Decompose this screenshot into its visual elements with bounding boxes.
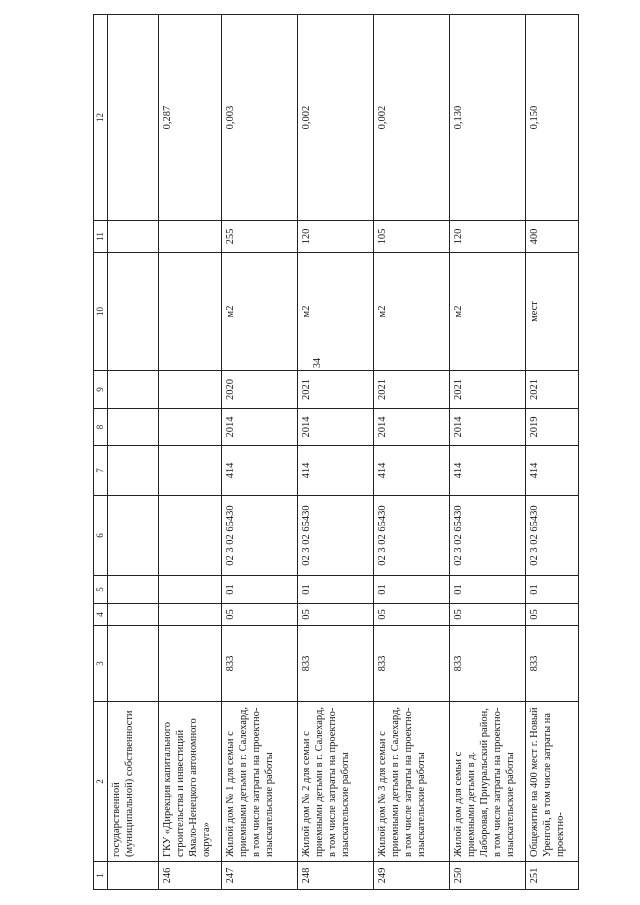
table-cell: 120 xyxy=(450,221,526,253)
column-header: 8 xyxy=(94,409,108,446)
row-name-cell: ГКУ «Дирекция капитального строительства и инвестиций Ямало-Ненецкого автономного округа» xyxy=(159,702,222,862)
column-header: 1 xyxy=(94,862,108,890)
table-cell: 01 xyxy=(450,576,526,604)
table-cell: 01 xyxy=(298,576,374,604)
table-cell: 414 xyxy=(450,446,526,496)
table-cell: 400 xyxy=(526,221,579,253)
table-header-row xyxy=(94,15,108,890)
table-cell: 833 xyxy=(526,626,579,702)
table-cell: 2020 xyxy=(222,371,298,409)
table-cell xyxy=(108,15,159,221)
table-cell: 2021 xyxy=(374,371,450,409)
table-row xyxy=(222,15,298,890)
table-cell xyxy=(108,221,159,253)
table-cell: м2 xyxy=(222,253,298,371)
table-cell: 414 xyxy=(374,446,450,496)
row-name-cell: Жилой дом для семьи с приемными детьми в д. Лаборовая, Приуральский район, в том числе затраты на проектно-изыскательские работы xyxy=(450,702,526,862)
table-cell: м2 xyxy=(298,253,374,371)
table-cell xyxy=(159,626,222,702)
table-cell: 2014 xyxy=(450,409,526,446)
column-header: 10 xyxy=(94,253,108,371)
table-cell: 02 3 02 65430 xyxy=(298,496,374,576)
table-cell: 250 xyxy=(450,862,526,890)
table-cell: 2014 xyxy=(222,409,298,446)
table-cell: 414 xyxy=(222,446,298,496)
table-cell: 2014 xyxy=(298,409,374,446)
table-cell: 2021 xyxy=(298,371,374,409)
table-cell: 833 xyxy=(222,626,298,702)
table-cell: м2 xyxy=(374,253,450,371)
table-cell: 02 3 02 65430 xyxy=(450,496,526,576)
table-cell: 2014 xyxy=(374,409,450,446)
column-header: 6 xyxy=(94,496,108,576)
table-cell: 02 3 02 65430 xyxy=(374,496,450,576)
column-header: 5 xyxy=(94,576,108,604)
table-cell xyxy=(159,576,222,604)
column-header: 2 xyxy=(94,702,108,862)
table-cell: 0,287 xyxy=(159,15,222,221)
table-row xyxy=(298,15,374,890)
table-cell: 02 3 02 65430 xyxy=(222,496,298,576)
table-cell: 0,002 xyxy=(298,15,374,221)
table-cell: м2 xyxy=(450,253,526,371)
table-cell xyxy=(159,253,222,371)
table-cell: 05 xyxy=(374,604,450,626)
table-cell: 0,150 xyxy=(526,15,579,221)
column-header: 3 xyxy=(94,626,108,702)
table-cell xyxy=(108,604,159,626)
table-cell: 414 xyxy=(298,446,374,496)
table-cell: 05 xyxy=(526,604,579,626)
rotated-page-content xyxy=(93,15,571,890)
table-cell: 255 xyxy=(222,221,298,253)
table-cell: 05 xyxy=(450,604,526,626)
table-cell xyxy=(159,604,222,626)
table-cell xyxy=(159,371,222,409)
table-cell: 0,003 xyxy=(222,15,298,221)
table-cell xyxy=(108,446,159,496)
table-cell: 01 xyxy=(526,576,579,604)
table-row xyxy=(450,15,526,890)
table-cell: 251 xyxy=(526,862,579,890)
table-cell: мест xyxy=(526,253,579,371)
row-name-cell: Жилой дом № 2 для семьи с приемными детьми в г. Салехард, в том числе затраты на проектно-изыскательские работы xyxy=(298,702,374,862)
table-cell: 2019 xyxy=(526,409,579,446)
table-cell: 833 xyxy=(450,626,526,702)
table-cell xyxy=(108,496,159,576)
column-header: 7 xyxy=(94,446,108,496)
table-cell: 02 3 02 65430 xyxy=(526,496,579,576)
column-header: 12 xyxy=(94,15,108,221)
row-name-cell: Общежитие на 400 мест г. Новый Уренгой, в том числе затраты на проектно- xyxy=(526,702,579,862)
table-cell xyxy=(159,496,222,576)
table-cell xyxy=(159,409,222,446)
table-cell: 01 xyxy=(222,576,298,604)
table-cell: 2021 xyxy=(450,371,526,409)
table-cell xyxy=(159,221,222,253)
table-cell xyxy=(108,371,159,409)
table-row xyxy=(159,15,222,890)
table-cell xyxy=(159,446,222,496)
data-table xyxy=(93,14,579,890)
table-cell: 105 xyxy=(374,221,450,253)
table-cell: 247 xyxy=(222,862,298,890)
table-row xyxy=(526,15,579,890)
row-name-cell: Жилой дом № 3 для семьи с приемными детьми в г. Салехард, в том числе затраты на проектно-изыскательские работы xyxy=(374,702,450,862)
table-cell: 246 xyxy=(159,862,222,890)
table-cell: 120 xyxy=(298,221,374,253)
table-row xyxy=(108,15,159,890)
row-name-cell: Жилой дом № 1 для семьи с приемными детьми в г. Салехард, в том числе затраты на проектно-изыскательские работы xyxy=(222,702,298,862)
table-cell xyxy=(108,576,159,604)
table-cell: 414 xyxy=(526,446,579,496)
table-cell: 0,002 xyxy=(374,15,450,221)
table-cell: 833 xyxy=(298,626,374,702)
table-cell xyxy=(108,862,159,890)
table-cell: 833 xyxy=(374,626,450,702)
column-header: 11 xyxy=(94,221,108,253)
table-row xyxy=(374,15,450,890)
table-cell: 2021 xyxy=(526,371,579,409)
table-cell: 05 xyxy=(298,604,374,626)
column-header: 9 xyxy=(94,371,108,409)
table-cell: 01 xyxy=(374,576,450,604)
row-name-cell: государственной (муниципальной) собственности xyxy=(108,702,159,862)
table-cell xyxy=(108,253,159,371)
table-cell: 249 xyxy=(374,862,450,890)
table-cell: 0,130 xyxy=(450,15,526,221)
column-header: 4 xyxy=(94,604,108,626)
table-cell: 05 xyxy=(222,604,298,626)
table-cell xyxy=(108,409,159,446)
table-cell xyxy=(108,626,159,702)
page-number: 34 xyxy=(312,358,323,368)
table-cell: 248 xyxy=(298,862,374,890)
